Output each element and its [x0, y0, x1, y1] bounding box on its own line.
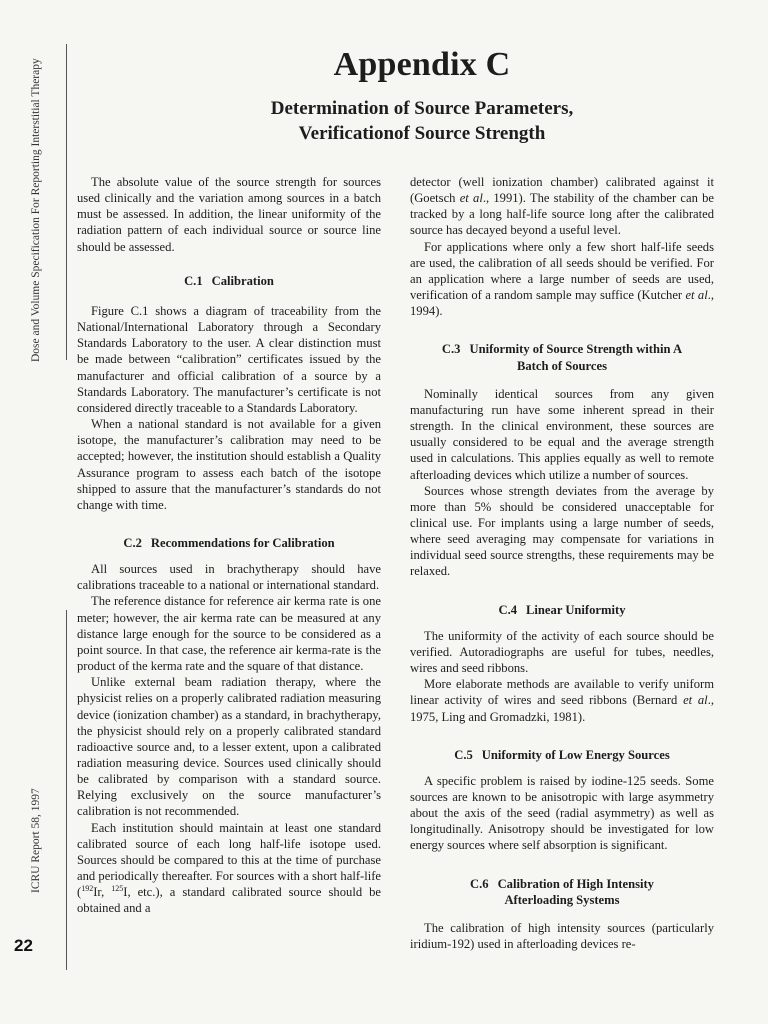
- section-title: Linear Uniformity: [526, 602, 626, 617]
- page-number: 22: [14, 936, 33, 955]
- report-citation: ICRU Report 58, 1997: [30, 788, 42, 893]
- paragraph: Figure C.1 shows a diagram of traceability from the National/International Laboratory through a Secondary Standards Laboratory to the user. A clear distinction must be made between “calibration” certificates issued by the manufacturer and official calibration of a source by a Standards Laboratory. The manufacturer’s certificate is not considered directly traceable to a Standards Laboratory.: [77, 303, 381, 415]
- appendix-subtitle: [80, 96, 764, 146]
- section-number: C.3: [441, 342, 461, 357]
- section-title: Calibration of High Intensity: [497, 876, 654, 891]
- running-title: Dose and Volume Specification For Reporting Interstitial Therapy: [30, 58, 42, 362]
- right-column: [410, 174, 714, 952]
- superscript: 192: [81, 884, 94, 894]
- text-run: ., 1994).: [410, 288, 714, 319]
- left-column: [77, 174, 381, 917]
- section-heading-c2: [77, 535, 381, 551]
- subtitle-line-2: Verificationof Source Strength: [298, 123, 546, 144]
- section-heading-c1: [77, 273, 381, 289]
- italic-text: et al: [685, 288, 708, 303]
- italic-text: et al: [459, 191, 483, 206]
- text-run: ., 1975, Ling and Gromadzki, 1981).: [410, 693, 714, 724]
- section-title: Uniformity of Low Energy Sources: [481, 747, 670, 762]
- section-title: Uniformity of Source Strength within A: [469, 342, 683, 357]
- paragraph: Sources whose strength deviates from the average by more than 5% should be considered unacceptable for clinical use. For implants using a large number of seeds, where seed averaging may compensate for variations in individual seed source strengths, these requirements may be relaxed.: [410, 483, 714, 579]
- superscript: 125: [111, 884, 124, 894]
- paragraph: Unlike external beam radiation therapy, where the physicist relies on a properly calibrated radiation measuring device (ionization chamber) as a standard, in brachytherapy, the physicist should rely on a properly calibrated standard radioactive source and, to a lesser extent, upon a calibrated radiation measuring device. Sources used clinically should be calibrated by comparison with a standard source. Relying exclusively on the source manufacturer’s calibration is not recommended.: [77, 675, 381, 819]
- paragraph: When a national standard is not available for a given isotope, the manufacturer’s calibration may need to be accepted; however, the institution should establish a Quality Assurance program to assess each batch of the isotope shipped to assure that the manufacturer’s standards do not change with time.: [77, 417, 381, 512]
- italic-text: et al: [683, 693, 708, 708]
- section-title: Calibration: [211, 273, 274, 288]
- text-run: I, etc.), a standard calibrated source should be obtained and a: [77, 885, 381, 916]
- paragraph: A specific problem is raised by iodine-125 seeds. Some sources are known to be anisotropic with large asymmetry about the axis of the seed (radial asymmetry) as well as longitudinally. Anisotropy should be investigated for low energy sources where self absorption is significant.: [410, 773, 714, 853]
- section-number: C.5: [454, 747, 473, 762]
- paragraph: The uniformity of the activity of each source should be verified. Autoradiographs are useful for tubes, needles, wires and seed ribbons.: [410, 628, 714, 676]
- side-rule-bottom: [66, 610, 67, 970]
- section-heading-c5: [410, 747, 714, 763]
- paragraph: [410, 239, 714, 320]
- section-number: C.6: [470, 876, 489, 891]
- section-heading-c3: [410, 341, 714, 373]
- subtitle-line-1: Determination of Source Parameters,: [270, 98, 574, 119]
- section-number: C.2: [123, 535, 142, 550]
- text-run: Each institution should maintain at least one standard calibrated source of each long half-life isotope used. Sources should be compared to this at the time of purchase and periodically thereafter. For sources with a short half-life (: [77, 820, 381, 900]
- section-number: C.4: [498, 602, 518, 617]
- section-title: Recommendations for Calibration: [150, 535, 335, 550]
- text-run: ., 1991). The stability of the chamber can be tracked by a long half-life source long after the calibrated source has decayed beyond a useful level.: [410, 191, 714, 238]
- paragraph: The calibration of high intensity sources (particularly iridium-192) used in afterloading devices re-: [410, 920, 714, 952]
- text-run: detector (well ionization chamber) calibrated against it (Goetsch: [410, 175, 714, 206]
- text-run: Ir,: [93, 885, 112, 900]
- section-heading-c6: [410, 876, 714, 908]
- side-rule-top: [66, 44, 67, 360]
- paragraph: Nominally identical sources from any given manufacturing run have some inherent spread in their strength. In the clinical environment, these sources are usually considered to be equal and the average strength used in calculations. This applies equally as well to remote afterloading devices which utilize a number of sources.: [410, 386, 714, 482]
- text-run: More elaborate methods are available to verify uniform linear activity of wires and seed ribbons (Bernard: [410, 677, 714, 708]
- section-heading-c4: [410, 602, 714, 618]
- paragraph: [410, 174, 714, 239]
- paragraph: [410, 676, 714, 724]
- intro-paragraph: The absolute value of the source strength for sources used clinically and the variation among sources in a batch must be assessed. In addition, the linear uniformity of the radiation pattern of each individual source or source line should be assessed.: [77, 175, 381, 254]
- paragraph: The reference distance for reference air kerma rate is one meter; however, the air kerma rate can be measured at any distance large enough for the source to be considered as a point source. In that case, the reference air kerma-rate is the product of the kerma rate and the square of that distance.: [77, 594, 381, 674]
- section-number: C.1: [184, 273, 203, 288]
- paragraph: [77, 820, 381, 917]
- section-title-line-2: Afterloading Systems: [504, 892, 620, 907]
- section-title-line-2: Batch of Sources: [516, 358, 608, 373]
- appendix-title: Appendix C: [333, 46, 511, 83]
- paragraph: All sources used in brachytherapy should have calibrations traceable to a national or international standard.: [77, 562, 381, 593]
- text-run: For applications where only a few short half-life seeds are used, the calibration of all seeds should be verified. For an application where a large number of seeds are used, verification of a random sample may suffice (Kutcher: [410, 239, 714, 303]
